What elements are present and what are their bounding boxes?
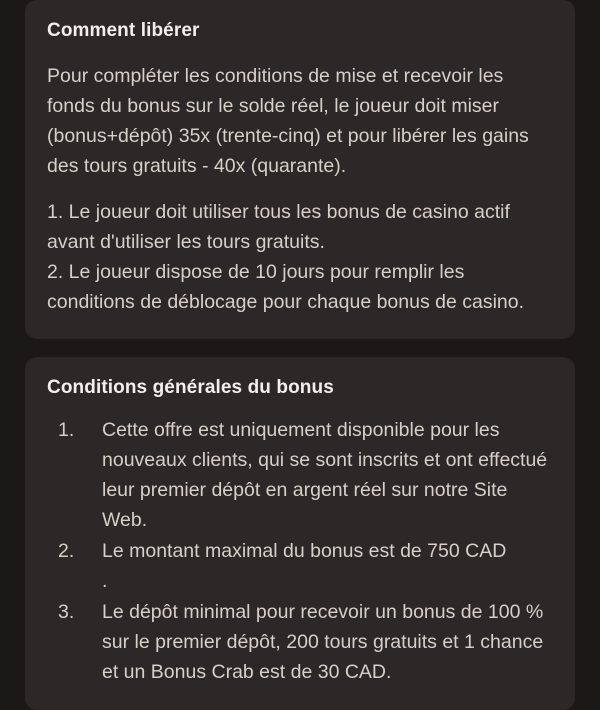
condition-text-1: Cette offre est uniquement disponible pour les nouveaux clients, qui se sont inscrits et ont effectué leur premier dépôt en argent réel sur notre Site Web. [102, 419, 548, 531]
condition-text-2: Le montant maximal du bonus est de 750 CAD [102, 540, 507, 562]
list-item [47, 415, 553, 535]
card-title-general-bonus-conditions: Conditions générales du bonus [47, 377, 334, 398]
bonus-conditions-list [47, 415, 553, 687]
list-item [47, 597, 553, 687]
list-item [47, 536, 553, 596]
release-conditions-paragraph: Pour compléter les conditions de mise et recevoir les fonds du bonus sur le solde réel, le joueur doit miser (bonus+dépôt) 35x (trente-cinq) et pour libérer les gains des tours gratuits - 40x (quarante). [47, 65, 529, 177]
condition-text-3: Le dépôt minimal pour recevoir un bonus de 100 % sur le premier dépôt, 200 tours gratuits et 1 chance et un Bonus Crab est de 30 CAD. [102, 601, 544, 683]
card-title-how-to-release: Comment libérer [47, 20, 200, 41]
release-numbered-line-1: 1. Le joueur doit utiliser tous les bonus de casino actif avant d'utiliser les tours gratuits. [47, 201, 510, 253]
release-numbered-line-2: 2. Le joueur dispose de 10 jours pour remplir les conditions de déblocage pour chaque bonus de casino. [47, 261, 525, 313]
release-numbered-lines [47, 197, 553, 317]
card-how-to-release [25, 0, 575, 339]
card-general-bonus-conditions [25, 357, 575, 710]
condition-trailing-period: . [102, 570, 108, 592]
